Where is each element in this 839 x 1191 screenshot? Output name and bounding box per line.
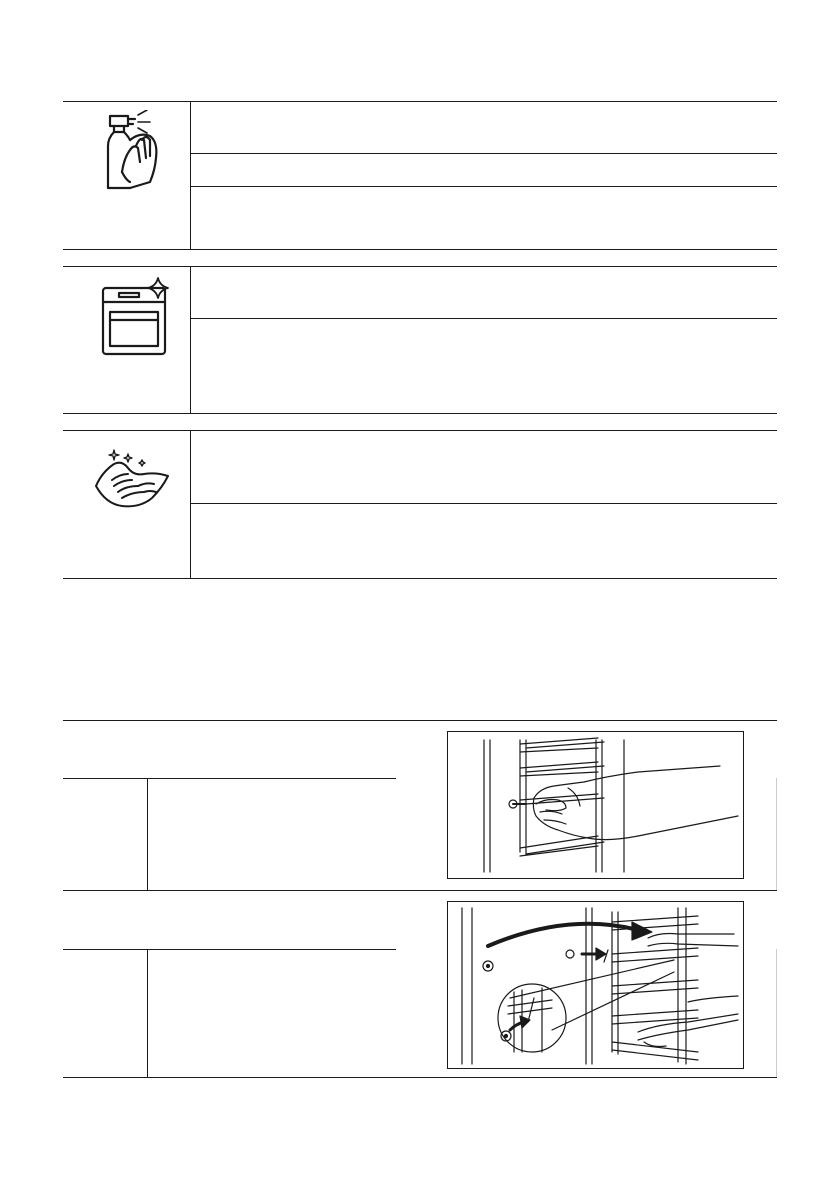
table-rule <box>63 778 396 779</box>
table-rule <box>63 266 777 267</box>
shelf-support-detach-illustration <box>447 901 744 1069</box>
shelf-support-pull-illustration <box>447 731 744 879</box>
table-rule <box>63 249 777 250</box>
table-divider <box>147 778 148 890</box>
table-rule <box>63 101 777 102</box>
table-rule <box>190 186 777 187</box>
table-rule <box>63 720 777 721</box>
table-rule <box>63 430 777 431</box>
table-divider <box>190 430 191 578</box>
oven-sparkle-icon <box>100 276 174 365</box>
table-rule <box>63 949 396 950</box>
spray-bottle-cloth-icon <box>100 110 164 197</box>
table-rule <box>63 413 777 414</box>
table-rule <box>63 578 777 579</box>
table-edge <box>776 778 777 890</box>
table-divider <box>190 266 191 413</box>
table-edge <box>776 949 777 1077</box>
table-rule <box>63 1077 777 1078</box>
table-rule <box>190 503 777 504</box>
hand-cloth-icon <box>92 446 172 515</box>
table-divider <box>190 101 191 249</box>
table-rule <box>190 318 777 319</box>
table-divider <box>147 949 148 1077</box>
table-rule <box>190 153 777 154</box>
table-rule <box>63 890 777 891</box>
